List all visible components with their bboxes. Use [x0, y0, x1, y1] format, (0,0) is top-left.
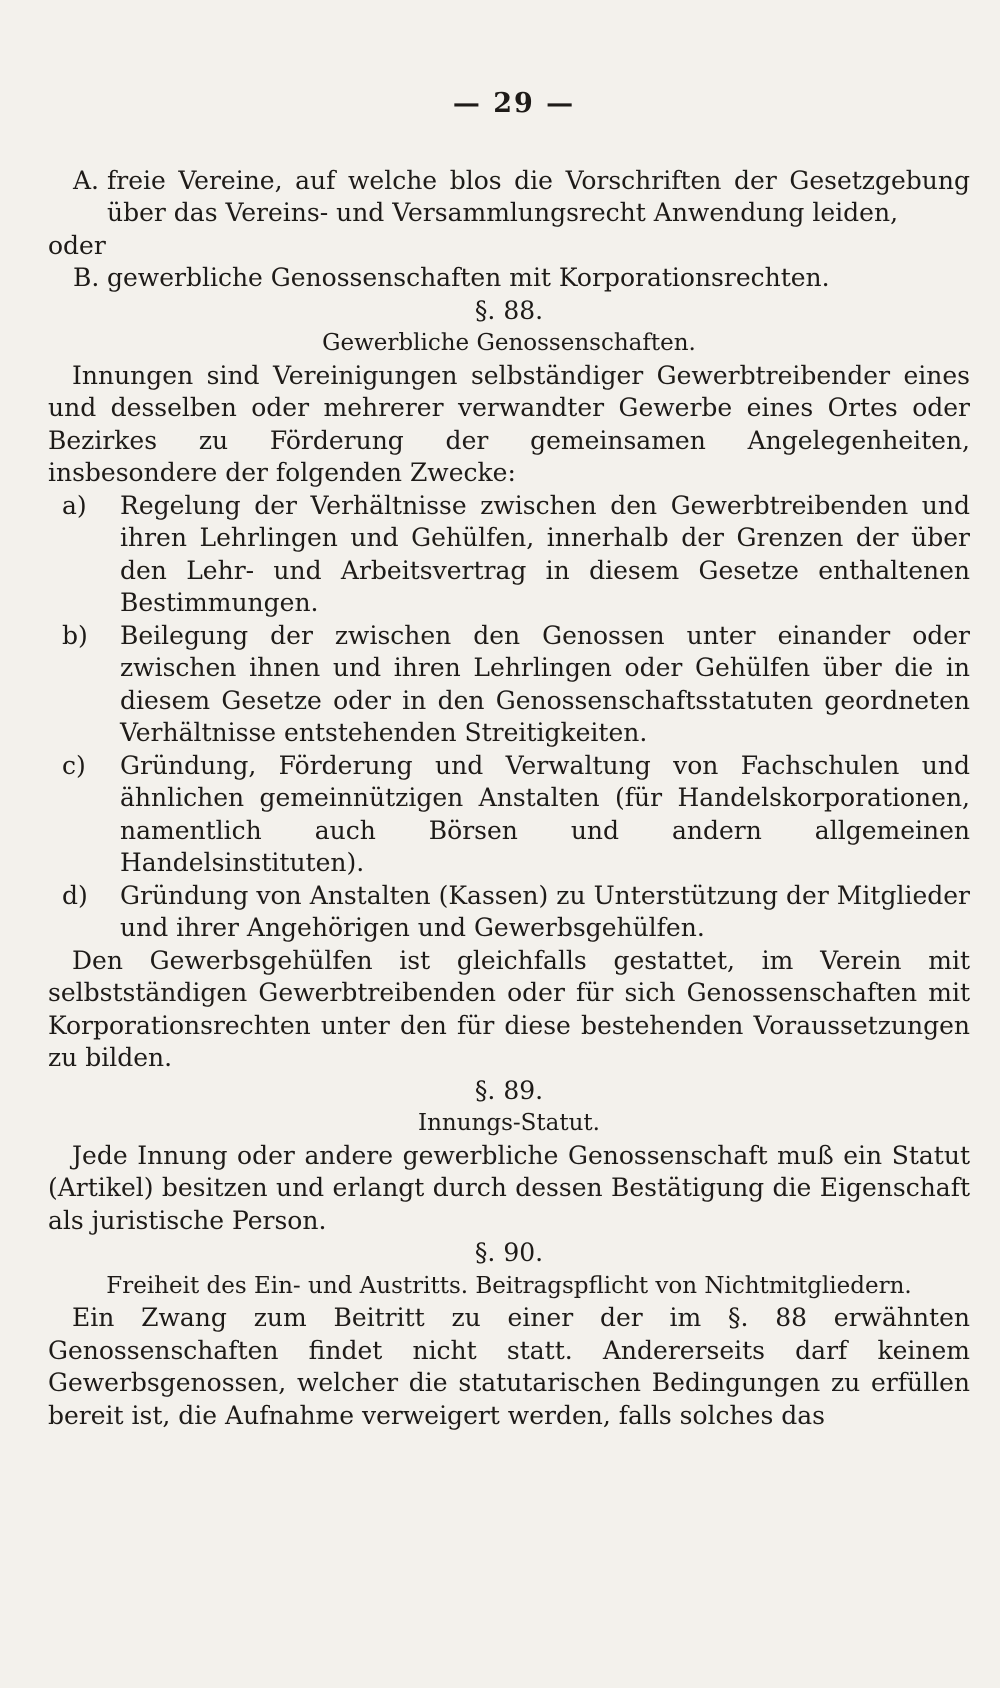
sublist-label: c)	[62, 750, 86, 780]
section-number-90: §. 90.	[474, 1238, 544, 1267]
section-88-closing: Den Gewerbsgehülfen ist gleichfalls gestattet, im Verein mit selbstständigen Gewerbtreibenden oder für sich Genossenschaften mit Korporationsrechten unter den für diese bestehenden Voraussetzungen zu bilden.	[48, 945, 970, 1072]
list-text: gewerbliche Genossenschaften mit Korporationsrechten.	[107, 263, 830, 292]
list-label: A.	[73, 165, 100, 195]
section-89-text: Jede Innung oder andere gewerbliche Genossenschaft muß ein Statut (Artikel) besitzen und erlangt durch dessen Bestätigung die Eigenschaft als juristische Person.	[48, 1140, 970, 1235]
sublist-text: Regelung der Verhältnisse zwischen den Gewerbtreibenden und ihren Lehrlingen und Gehülfen, innerhalb der Grenzen der über den Lehr- und Arbeitsvertrag in diesem Gesetze enthaltenen Bestimmungen.	[120, 490, 970, 617]
sublist-item-b	[48, 620, 970, 750]
page-text	[48, 88, 970, 1432]
sublist-text: Beilegung der zwischen den Genossen unter einander oder zwischen ihnen und ihren Lehrlingen oder Gehülfen über die in diesem Gesetze oder in den Genossenschaftsstatuten geordneten Verhältnisse entstehenden Streitigkeiten.	[120, 620, 970, 747]
sublist-text: Gründung, Förderung und Verwaltung von Fachschulen und ähnlichen gemeinnützigen Anstalten (für Handelskorporationen, namentlich auch Börsen und andern allgemeinen Handelsinstituten).	[120, 750, 970, 877]
sublist-item-c	[48, 750, 970, 880]
section-number-89: §. 89.	[474, 1075, 544, 1105]
section-heading-89: Innungs-Statut.	[418, 1110, 600, 1136]
list-label: B.	[73, 263, 100, 292]
section-heading-88: Gewerbliche Genossenschaften.	[322, 330, 696, 356]
sublist-label: a)	[62, 490, 87, 520]
section-90-text: Ein Zwang zum Beitritt zu einer der im §. 88 erwähnten Genossenschaften findet nicht statt. Andererseits darf keinem Gewerbsgenossen, welcher die statutarischen Bedingungen zu erfüllen bereit ist, die Aufnahme verweigert werden, falls solches das	[48, 1303, 970, 1430]
sublist-label: b)	[62, 620, 88, 650]
list-item-a	[48, 165, 970, 230]
section-number-88: §. 88.	[474, 295, 544, 325]
section-heading-90: Freiheit des Ein- und Austritts. Beitragspflicht von Nichtmitgliedern.	[106, 1272, 912, 1299]
sublist-label: d)	[62, 880, 88, 910]
sublist-item-a	[48, 490, 970, 620]
connector-word: oder	[48, 230, 106, 260]
sublist-text: Gründung von Anstalten (Kassen) zu Unterstützung der Mitglieder und ihrer Angehörigen und Gewerbsgehülfen.	[120, 880, 970, 942]
sublist-item-d	[48, 880, 970, 945]
list-text: freie Vereine, auf welche blos die Vorschriften der Gesetzgebung über das Vereins- und Versammlungsrecht Anwendung leiden,	[107, 165, 970, 227]
page-number: — 29 —	[452, 88, 576, 119]
section-88-intro: Innungen sind Vereinigungen selbständiger Gewerbtreibender eines und desselben oder mehrerer verwandter Gewerbe eines Ortes oder Bezirkes zu Förderung der gemeinsamen Angelegenheiten, insbesondere der folgenden Zwecke:	[48, 360, 970, 487]
list-item-b	[48, 262, 970, 295]
